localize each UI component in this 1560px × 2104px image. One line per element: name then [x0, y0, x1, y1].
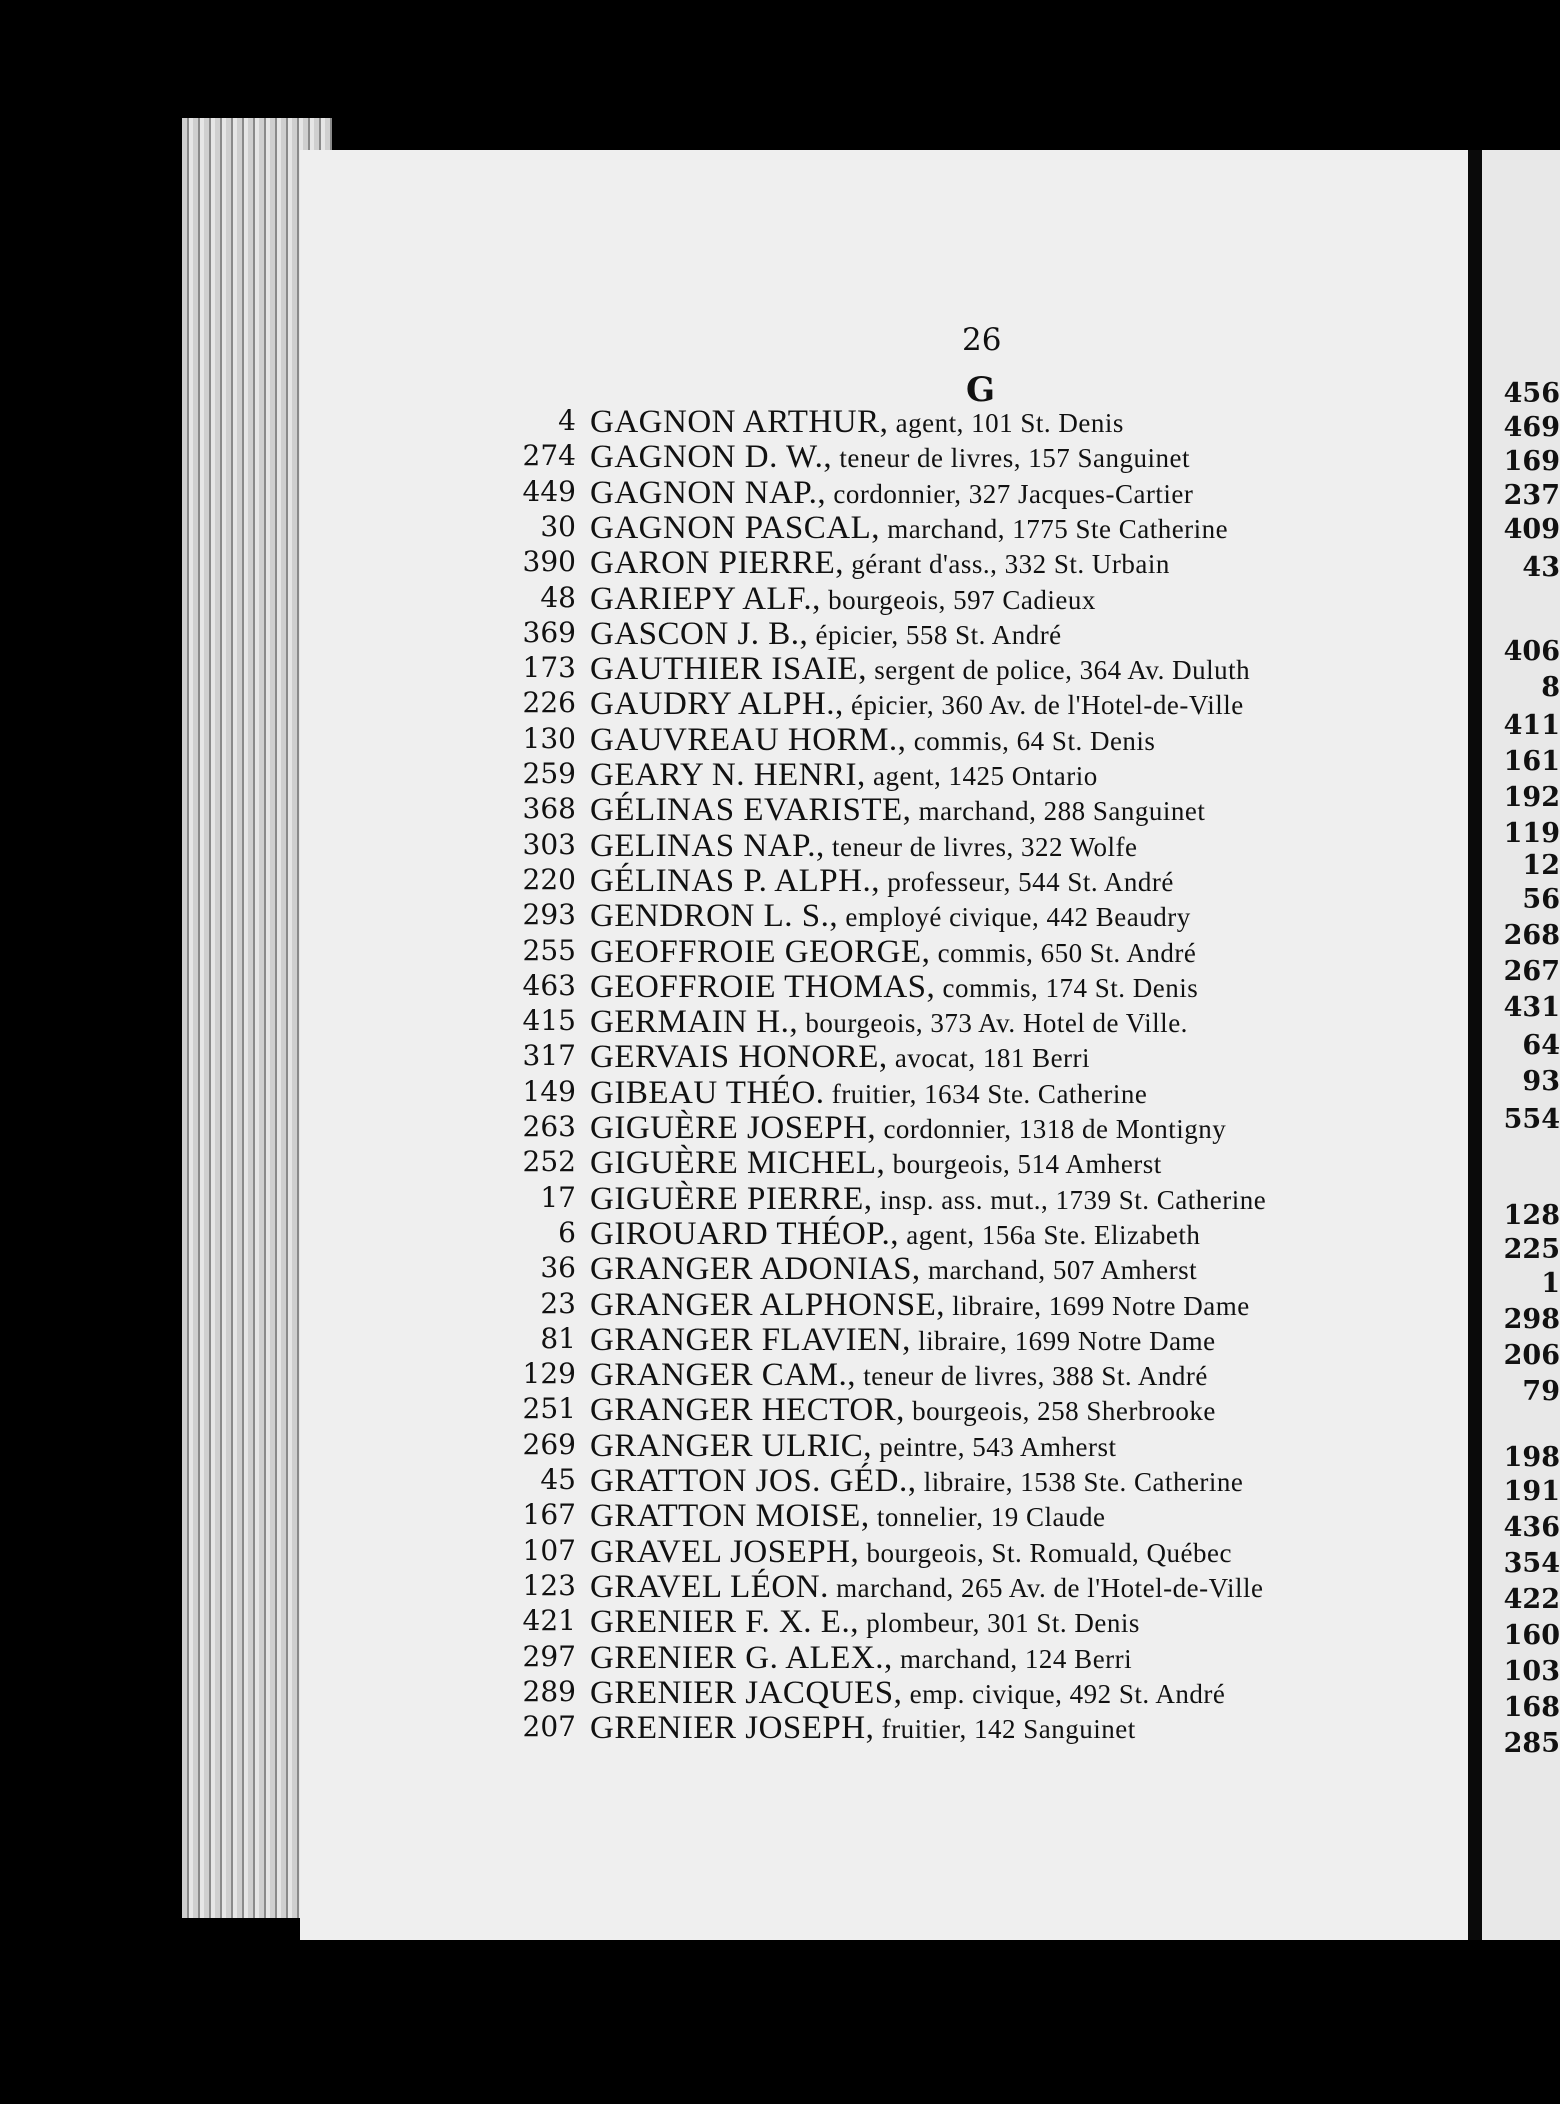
adjacent-page-number: 456	[1503, 378, 1560, 409]
entry-number: 252	[522, 1145, 576, 1179]
entry-name: GARON PIERRE, gérant d'ass., 332 St. Urbain	[590, 545, 1170, 582]
entry-number: 36	[540, 1251, 576, 1285]
entry-detail: épicier, 360 Av. de l'Hotel-de-Ville	[843, 690, 1244, 721]
adjacent-page-number: 469	[1503, 412, 1560, 443]
entry-number: 23	[540, 1286, 576, 1320]
directory-entry	[0, 827, 1138, 864]
entry-name: GIGUÈRE MICHEL, bourgeois, 514 Amherst	[590, 1145, 1162, 1182]
entry-detail: avocat, 181 Berri	[887, 1043, 1091, 1074]
adjacent-page-number: 411	[1503, 710, 1560, 741]
entry-number: 45	[540, 1463, 576, 1496]
entry-name: GRANGER ALPHONSE, libraire, 1699 Notre Dame	[590, 1286, 1250, 1323]
entry-detail: cordonnier, 327 Jacques-Cartier	[826, 478, 1194, 509]
adjacent-page-number: 56	[1522, 884, 1560, 915]
entry-name: GEOFFROIE THOMAS, commis, 174 St. Denis	[590, 968, 1199, 1005]
adjacent-page-number: 191	[1503, 1476, 1560, 1507]
entry-number: 317	[522, 1039, 576, 1073]
entry-name: GRENIER JACQUES, emp. civique, 492 St. André	[590, 1674, 1226, 1711]
entry-number: 369	[522, 615, 576, 649]
entry-detail: insp. ass. mut., 1739 St. Catherine	[872, 1184, 1267, 1215]
entry-number: 220	[522, 862, 576, 896]
entry-number: 421	[522, 1604, 576, 1638]
entry-detail: fruitier, 142 Sanguinet	[874, 1714, 1136, 1745]
directory-entry	[0, 1463, 1244, 1499]
adjacent-page-number: 103	[1503, 1656, 1560, 1687]
entry-name: GENDRON L. S., employé civique, 442 Beaudry	[590, 898, 1191, 935]
entry-detail: gérant d'ass., 332 St. Urbain	[844, 549, 1170, 580]
entry-detail: marchand, 1775 Ste Catherine	[880, 513, 1229, 544]
directory-entry	[0, 1004, 1188, 1041]
adjacent-page-number: 160	[1503, 1620, 1560, 1651]
entry-number: 293	[522, 898, 576, 932]
directory-entry	[0, 545, 1170, 582]
adjacent-page-number: 285	[1503, 1728, 1560, 1759]
entry-detail: emp. civique, 492 St. André	[902, 1678, 1226, 1709]
directory-entry	[0, 1392, 1216, 1429]
directory-entry	[0, 1357, 1208, 1394]
entry-name: GRATTON JOS. GÉD., libraire, 1538 Ste. Catherine	[590, 1463, 1244, 1499]
entry-detail: bourgeois, 258 Sherbrooke	[904, 1396, 1216, 1427]
entry-name: GELINAS NAP., teneur de livres, 322 Wolfe	[590, 827, 1138, 864]
entry-number: 30	[540, 509, 576, 543]
entry-number: 207	[522, 1710, 576, 1744]
adjacent-page-number: 206	[1503, 1340, 1560, 1371]
entry-number: 4	[558, 404, 576, 437]
entry-detail: agent, 1425 Ontario	[865, 761, 1098, 791]
directory-entry	[0, 1710, 1136, 1747]
entry-name: GAUDRY ALPH., épicier, 360 Av. de l'Hotel-de-Ville	[590, 686, 1244, 723]
directory-entry	[0, 1321, 1216, 1358]
directory-entry	[0, 757, 1100, 792]
adjacent-page-number: 198	[1503, 1442, 1560, 1473]
adjacent-page-number: 409	[1503, 514, 1560, 545]
adjacent-page-number: 237	[1503, 480, 1560, 511]
entry-name: GIGUÈRE JOSEPH, cordonnier, 1318 de Montigny	[590, 1110, 1227, 1146]
entry-detail: fruitier, 1634 Ste. Catherine	[824, 1078, 1148, 1109]
entry-name: GRENIER F. X. E., plombeur, 301 St. Denis	[590, 1604, 1140, 1641]
adjacent-page-number: 354	[1503, 1548, 1560, 1579]
directory-entry	[0, 1251, 1198, 1288]
entry-number: 269	[522, 1427, 576, 1461]
directory-entry	[0, 1074, 1148, 1111]
entry-number: 6	[558, 1215, 576, 1249]
entry-number: 289	[522, 1674, 576, 1708]
adjacent-page-number: 192	[1503, 782, 1560, 813]
adjacent-page-number: 8	[1541, 672, 1560, 703]
entry-name: GRANGER HECTOR, bourgeois, 258 Sherbrooke	[590, 1392, 1216, 1429]
entry-number: 149	[522, 1074, 576, 1108]
section-letter: G	[966, 370, 996, 410]
entry-name: GÉLINAS P. ALPH., professeur, 544 St. André	[590, 862, 1174, 899]
entry-name: GRENIER G. ALEX., marchand, 124 Berri	[590, 1639, 1133, 1676]
directory-entry	[0, 509, 1229, 546]
entry-number: 368	[522, 792, 576, 826]
entry-name: GASCON J. B., épicier, 558 St. André	[590, 615, 1062, 652]
entry-name: GEARY N. HENRI, agent, 1425 Ontario	[590, 757, 1098, 793]
directory-entry	[0, 1639, 1133, 1676]
directory-entry	[0, 686, 1244, 723]
entry-number: 81	[540, 1321, 576, 1355]
entry-detail: tonnelier, 19 Claude	[869, 1502, 1106, 1533]
adjacent-page-number: 79	[1522, 1376, 1560, 1407]
entry-detail: plombeur, 301 St. Denis	[858, 1608, 1140, 1639]
entry-number: 17	[540, 1180, 576, 1214]
entry-number: 226	[522, 686, 576, 720]
directory-entry	[0, 898, 1191, 935]
directory-entry	[0, 581, 1100, 616]
directory-entry	[0, 616, 1100, 651]
entry-number: 303	[522, 827, 576, 861]
entry-number: 48	[540, 580, 576, 614]
entry-detail: bourgeois, 597 Cadieux	[820, 584, 1096, 615]
book-spine	[1468, 150, 1482, 1940]
directory-entry	[0, 792, 1206, 829]
adjacent-page-number: 119	[1503, 818, 1560, 849]
entry-detail: bourgeois, St. Romuald, Québec	[859, 1537, 1232, 1568]
adjacent-page-number: 161	[1503, 746, 1560, 777]
entry-name: GIGUÈRE PIERRE, insp. ass. mut., 1739 St. Catherine	[590, 1180, 1267, 1217]
entry-number: 129	[522, 1357, 576, 1391]
entry-detail: employé civique, 442 Beaudry	[838, 902, 1191, 933]
entry-detail: peintre, 543 Amherst	[872, 1431, 1117, 1462]
entry-detail: teneur de livres, 157 Sanguinet	[832, 443, 1191, 474]
entry-number: 259	[522, 757, 576, 790]
entry-name: GRATTON MOISE, tonnelier, 19 Claude	[590, 1498, 1106, 1535]
entry-detail: agent, 156a Ste. Elizabeth	[899, 1219, 1201, 1250]
directory-entry	[0, 1180, 1267, 1217]
entry-name: GAGNON D. W., teneur de livres, 157 Sanguinet	[590, 439, 1191, 476]
directory-entry	[0, 1286, 1250, 1323]
entry-name: GERMAIN H., bourgeois, 373 Av. Hotel de Ville.	[590, 1004, 1188, 1041]
entry-detail: marchand, 288 Sanguinet	[911, 796, 1206, 827]
entry-detail: libraire, 1699 Notre Dame	[910, 1325, 1216, 1356]
directory-entry	[0, 1568, 1264, 1605]
directory-entry	[0, 1145, 1162, 1182]
entry-name: GRANGER FLAVIEN, libraire, 1699 Notre Dame	[590, 1321, 1216, 1358]
entry-detail: commis, 174 St. Denis	[935, 972, 1199, 1003]
entry-name: GAUVREAU HORM., commis, 64 St. Denis	[590, 721, 1156, 758]
entry-detail: épicier, 558 St. André	[808, 619, 1062, 650]
entry-name: GRAVEL LÉON. marchand, 265 Av. de l'Hotel-de-Ville	[590, 1568, 1264, 1605]
entry-detail: marchand, 124 Berri	[892, 1643, 1133, 1674]
entry-number: 107	[522, 1533, 576, 1567]
directory-entry	[0, 933, 1197, 970]
directory-entry	[0, 439, 1191, 476]
adjacent-page-number: 64	[1522, 1030, 1560, 1061]
directory-entry	[0, 862, 1174, 899]
entry-number: 449	[522, 474, 576, 508]
directory-entry	[0, 1533, 1232, 1570]
adjacent-page-number: 554	[1503, 1104, 1560, 1135]
entry-number: 274	[522, 439, 576, 473]
entry-name: GERVAIS HONORE, avocat, 181 Berri	[590, 1039, 1091, 1076]
entry-name: GRAVEL JOSEPH, bourgeois, St. Romuald, Québec	[590, 1533, 1232, 1570]
entry-number: 415	[522, 1004, 576, 1038]
entry-detail: agent, 101 St. Denis	[888, 408, 1124, 438]
adjacent-page-number: 268	[1503, 920, 1560, 951]
entry-detail: professeur, 544 St. André	[879, 866, 1174, 897]
adjacent-page-number: 422	[1503, 1584, 1560, 1615]
entry-detail: marchand, 265 Av. de l'Hotel-de-Ville	[828, 1572, 1264, 1603]
adjacent-page-number: 169	[1503, 446, 1560, 477]
entry-number: 463	[522, 968, 576, 1002]
entry-name: GRENIER JOSEPH, fruitier, 142 Sanguinet	[590, 1710, 1136, 1747]
directory-entry	[0, 1498, 1106, 1535]
entry-name: GAGNON NAP., cordonnier, 327 Jacques-Cartier	[590, 474, 1194, 511]
adjacent-page-number: 406	[1503, 636, 1560, 667]
entry-detail: marchand, 507 Amherst	[920, 1255, 1198, 1286]
directory-entry	[0, 1427, 1117, 1464]
entry-name: GRANGER ULRIC, peintre, 543 Amherst	[590, 1427, 1117, 1464]
directory-entry	[0, 404, 1124, 440]
directory-entry	[0, 721, 1156, 758]
entry-name: GRANGER CAM., teneur de livres, 388 St. André	[590, 1357, 1208, 1394]
entry-detail: commis, 64 St. Denis	[906, 725, 1156, 756]
entry-number: 130	[522, 721, 576, 755]
entry-number: 390	[522, 545, 576, 579]
entry-name: GAGNON ARTHUR, agent, 101 St. Denis	[590, 404, 1124, 440]
entry-number: 297	[522, 1639, 576, 1673]
adjacent-page-number: 43	[1522, 552, 1560, 583]
adjacent-page-number: 225	[1503, 1234, 1560, 1265]
entry-detail: teneur de livres, 322 Wolfe	[824, 831, 1138, 862]
adjacent-page-number: 267	[1503, 956, 1560, 987]
entry-name: GAGNON PASCAL, marchand, 1775 Ste Catherine	[590, 509, 1229, 546]
entry-detail: sergent de police, 364 Av. Duluth	[866, 655, 1251, 686]
directory-entry	[0, 1215, 1201, 1252]
adjacent-page-number: 1	[1541, 1268, 1560, 1299]
entry-name: GIBEAU THÉO. fruitier, 1634 Ste. Catherine	[590, 1074, 1148, 1111]
adjacent-page-number: 128	[1503, 1200, 1560, 1231]
directory-entry	[0, 1604, 1140, 1641]
adjacent-page-number: 436	[1503, 1512, 1560, 1543]
entry-detail: cordonnier, 1318 de Montigny	[876, 1114, 1227, 1144]
directory-entry	[0, 1039, 1100, 1074]
entry-detail: teneur de livres, 388 St. André	[855, 1361, 1208, 1392]
directory-entry	[0, 1110, 1227, 1146]
directory-entry	[0, 968, 1199, 1005]
adjacent-page-number: 168	[1503, 1692, 1560, 1723]
page-number: 26	[962, 322, 1002, 358]
adjacent-page-number: 93	[1522, 1066, 1560, 1097]
entry-number: 263	[522, 1110, 576, 1143]
entry-detail: commis, 650 St. André	[930, 937, 1197, 968]
entry-number: 173	[522, 651, 576, 685]
entry-name: GIROUARD THÉOP., agent, 156a Ste. Elizabeth	[590, 1215, 1201, 1252]
entry-name: GEOFFROIE GEORGE, commis, 650 St. André	[590, 933, 1197, 970]
entry-detail: bourgeois, 514 Amherst	[885, 1149, 1162, 1180]
directory-entry	[0, 474, 1194, 511]
entry-name: GARIEPY ALF., bourgeois, 597 Cadieux	[590, 580, 1096, 617]
entry-number: 167	[522, 1498, 576, 1532]
adjacent-page-number: 298	[1503, 1304, 1560, 1335]
adjacent-page-number: 431	[1503, 992, 1560, 1023]
entry-number: 251	[522, 1392, 576, 1426]
entry-name: GRANGER ADONIAS, marchand, 507 Amherst	[590, 1251, 1198, 1288]
directory-entry	[0, 1674, 1226, 1711]
entry-number: 123	[522, 1568, 576, 1602]
directory-entry	[0, 651, 1251, 688]
entry-detail: libraire, 1538 Ste. Catherine	[916, 1467, 1244, 1497]
adjacent-page-number: 12	[1522, 850, 1560, 881]
entry-detail: libraire, 1699 Notre Dame	[945, 1290, 1250, 1321]
entry-detail: bourgeois, 373 Av. Hotel de Ville.	[798, 1008, 1188, 1039]
entry-number: 255	[522, 933, 576, 967]
entry-name: GÉLINAS EVARISTE, marchand, 288 Sanguinet	[590, 792, 1206, 829]
entry-name: GAUTHIER ISAIE, sergent de police, 364 Av. Duluth	[590, 651, 1251, 688]
